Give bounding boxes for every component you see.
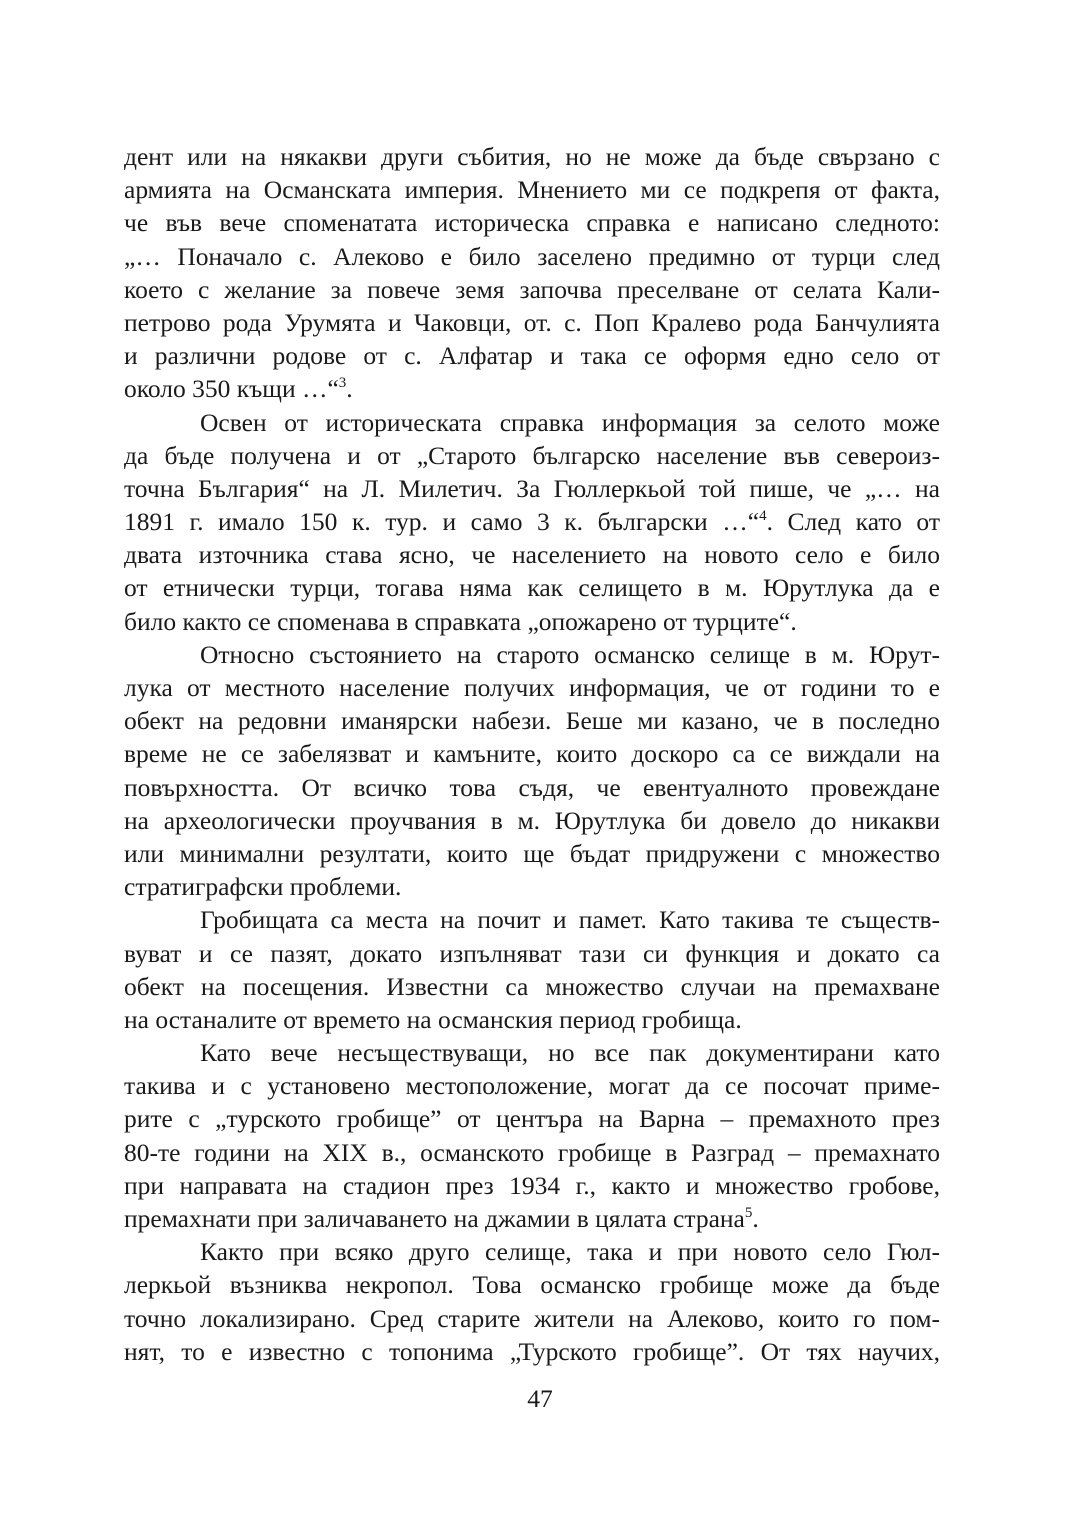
text-line: „… Поначало с. Алеково е било заселено предимно от турци след (124, 241, 940, 271)
footnote-ref: 4 (759, 508, 767, 525)
document-page (124, 140, 940, 1368)
footnote-ref: 5 (744, 1205, 753, 1221)
text-line: че във вече споменатата историческа справка е написано следното: (124, 208, 940, 238)
text-line: лука от местното население получих информация, че от години то е (124, 673, 940, 702)
text-line: нят, то е известно с топонима „Турското гробище”. От тях научих, (124, 1336, 940, 1366)
footnote-ref: 3 (338, 375, 347, 392)
text-line: време не се забелязват и камъните, които доскоро са се виждали на (124, 739, 940, 769)
text-fragment: 1891 г. имало 150 к. тур. и само 3 к. български …“ (124, 507, 760, 537)
text-line: рите с „турското гробище” от центъра на Варна – премахнoто през (124, 1104, 940, 1134)
paragraph-4 (124, 903, 940, 1036)
paragraph-2 (124, 406, 940, 638)
text-line: на останалите от времето на османския период гробища. (124, 1004, 742, 1034)
text-line: или минимални резултати, които ще бъдат придружени с множество (124, 838, 940, 868)
text-line: Гробищата са места на почит и памет. Като такива те съществ- (200, 905, 940, 935)
text-fragment: около 350 къщи …“ (124, 374, 339, 404)
text-fragment: . (752, 1204, 759, 1233)
text-line: и различни родове от с. Алфатар и така се оформя едно село от (124, 341, 940, 371)
paragraph-5 (124, 1036, 940, 1235)
text-line: при направата на стадион през 1934 г., както и множество гробове, (124, 1170, 940, 1200)
text-line: армията на Османската империя. Мнението ми се подкрепя от факта, (124, 175, 940, 205)
text-line: обект на посещения. Известни са множество случаи на премахване (124, 971, 940, 1001)
text-line: Като вече несъществуващи, но все пак документирани като (200, 1038, 940, 1068)
text-line: повърхността. От всичко това съдя, че евентуалното провеждане (124, 772, 940, 802)
text-line: такива и с установено местоположение, могат да се посочат приме- (124, 1071, 940, 1101)
page-number: 47 (527, 1384, 553, 1413)
text-line: Относно състоянието на старото османско селище в м. Юрут- (200, 639, 940, 669)
text-line: вуват и се пазят, докато изпълняват тази си функция и докато са (124, 938, 940, 968)
text-line: петрово рода Урумята и Чаковци, от. с. Поп Кралево рода Банчулията (124, 307, 940, 337)
text-line: точна България“ на Л. Милетич. За Гюллеркьой той пише, че „… на (124, 473, 940, 503)
text-line: обект на редовни иманярски набези. Беше ми казано, че в последно (124, 706, 940, 736)
text-fragment: премахнати при заличаването на джамии в цялата страна (124, 1204, 745, 1233)
paragraph-6 (124, 1235, 940, 1368)
text-line: 80-те години на XIX в., османското гробище в Разград – премахнато (124, 1137, 940, 1167)
text-line: от етнически турци, тогава няма как селището в м. Юрутлука да е (124, 573, 940, 603)
text-line: дент или на някакви други събития, но не може да бъде свързано с (124, 142, 940, 171)
text-line: било както се споменава в справката „опожарено от турците“. (124, 606, 797, 636)
text-fragment: . (346, 374, 353, 404)
text-line (124, 1202, 940, 1235)
text-line: двата източника става ясно, че населението на новото село е било (124, 540, 940, 570)
text-line (124, 505, 940, 538)
text-line: Както при всяко друго селище, така и при новото село Гюл- (200, 1237, 940, 1267)
text-line: стратиграфски проблеми. (124, 872, 402, 902)
text-line: на археологически проучвания в м. Юрутлука би довело до никакви (124, 805, 940, 835)
text-line: точно локализирано. Сред старите жители на Алеково, които го пом- (124, 1303, 940, 1333)
text-line: леркьой възниква некропол. Това османско гробище може да бъде (124, 1270, 940, 1300)
paragraph-3 (124, 638, 940, 904)
text-line: Освен от историческата справка информация за селото може (200, 407, 940, 437)
text-line: да бъде получена и от „Старото българско население във североиз- (124, 440, 940, 470)
text-line (124, 372, 940, 405)
text-line: което с желание за повече земя започва преселване от селата Кали- (124, 274, 940, 304)
text-fragment: . След като от (766, 507, 940, 537)
paragraph-1 (124, 140, 940, 406)
